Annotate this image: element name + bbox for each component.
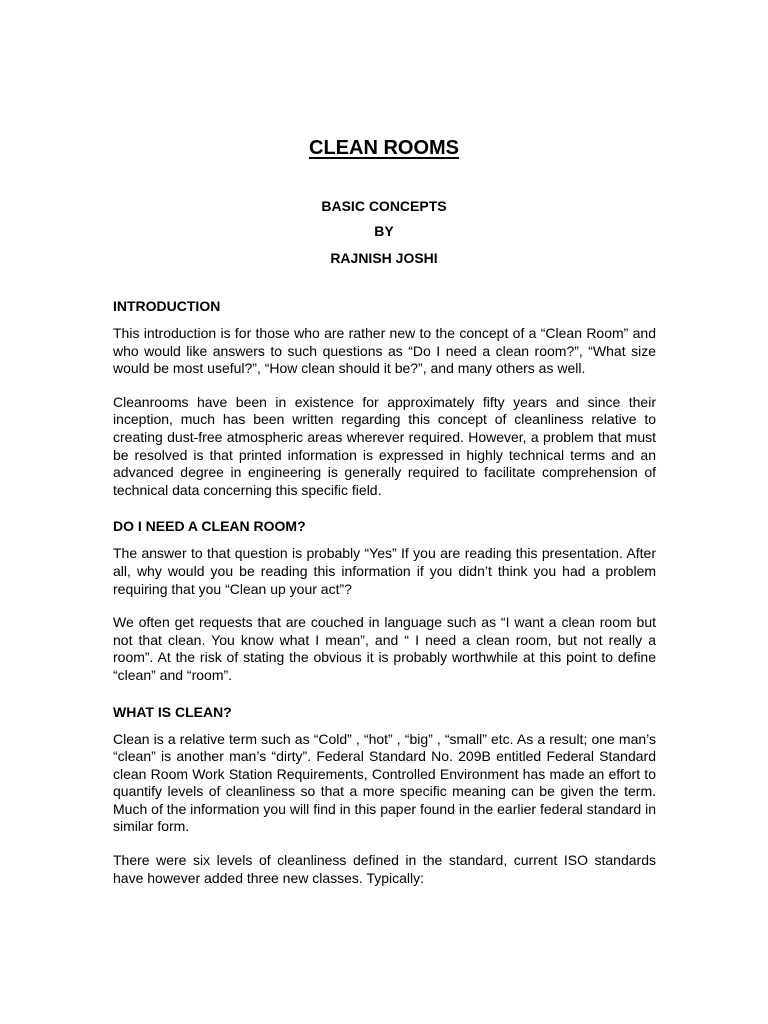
paragraph: Clean is a relative term such as “Cold” , “hot” , “big” , “small” etc. As a result; one man’s “clean” is another man’s “dirty”. Federal Standard No. 209B entitled Federal Standard clean Room Work Station Requirements, Controlled Environment has made an effort to quantify levels of cleanliness so that a more specific meaning can be given the term. Much of the information you will find in this paper found in the earlier federal standard in similar form. — [113, 730, 656, 835]
paragraph: We often get requests that are couched in language such as “I want a clean room but not that clean. You know what I mean”, and “ I need a clean room, but not really a room”. At the risk of stating the obvious it is probably worthwhile at this point to define “clean” and “room”. — [113, 614, 656, 683]
document-body — [113, 296, 656, 903]
subtitle-by: BY — [374, 223, 394, 239]
section-heading: WHAT IS CLEAN? — [113, 703, 232, 720]
subtitle-topic: BASIC CONCEPTS — [321, 198, 447, 214]
section-heading: INTRODUCTION — [113, 298, 221, 314]
paragraph: This introduction is for those who are rather new to the concept of a “Clean Room” and who would like answers to such questions as “Do I need a clean room?”, “What size would be most useful?”, “How clean should it be?”, and many others as well. — [113, 325, 656, 377]
section-do-i-need-a-clean-room — [113, 516, 656, 684]
paragraph: Cleanrooms have been in existence for approximately fifty years and since their inception, much has been written regarding this concept of cleanliness relative to creating dust-free atmospheric areas wherever required. However, a problem that must be resolved is that printed information is expressed in highly technical terms and an advanced degree in engineering is generally required to facilitate comprehension of technical data concerning this specific field. — [113, 393, 656, 498]
section-introduction — [113, 296, 656, 499]
section-what-is-clean — [113, 702, 656, 888]
subtitle-author: RAJNISH JOSHI — [330, 250, 438, 266]
paragraph: The answer to that question is probably “Yes” If you are reading this presentation. After all, why would you be reading this information if you didn’t think you had a problem requiring that you “Clean up your act”? — [113, 545, 656, 597]
document-title: CLEAN ROOMS — [309, 137, 459, 159]
paragraph: There were six levels of cleanliness defined in the standard, current ISO standards have however added three new classes. Typically: — [113, 852, 656, 886]
section-heading: DO I NEED A CLEAN ROOM? — [113, 518, 306, 535]
